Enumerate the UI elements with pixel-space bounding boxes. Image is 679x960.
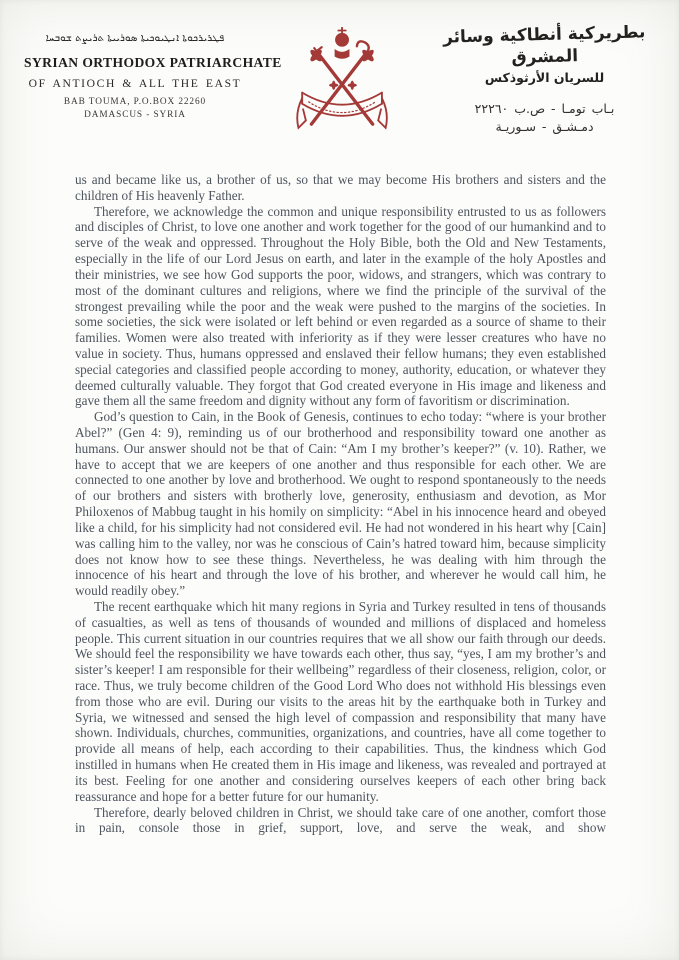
address-line-ar-2: دمـشـق - سـوريـة: [495, 119, 594, 134]
organization-name: SYRIAN ORTHODOX PATRIARCHATE: [24, 55, 282, 70]
paragraph-cain-abel: God’s question to Cain, in the Book of Genesis, continues to echo today: “where is your brother Abel?” (Gen 4: 9), reminding us of our brotherhood and responsibility toward one another as humans. Our answer should not be that of Cain: “Am I my brother’s keeper?” (v. 10). Rather, we have to accept that we are keepers of one another and thus responsible for each other. We are connected to one another by love and brotherhood. We ought to respond spontaneously to the needs of our brothers and sisters with brotherly love, generosity, enthusiasm and devotion, as Mor Philoxenos of Mabbug taught in his homily on simplicity: “Abel in his innocence heard and obeyed like a child, for his simplicity had not considered evil. He had not wondered in his heart why [Cain] was calling him to the valley, nor was he conscious of Cain’s hatred toward him, because simplicity does not know how to see these things. Nevertheless, he was dealing with him through the innocence of his heart and through the love of his brother, and wherever he would call him, he would readily obey.”: [75, 409, 606, 599]
letter-body: [75, 172, 606, 836]
address-line-en-1: BAB TOUMA, P.O.BOX 22260: [63, 97, 207, 107]
address-line-en-2: DAMASCUS - SYRIA: [84, 110, 186, 120]
letterhead: [0, 0, 679, 160]
arabic-calligraphy-subtitle: للسريان الأرثوذكس: [484, 70, 605, 85]
paragraph-earthquake: The recent earthquake which hit many regions in Syria and Turkey resulted in tens of thousands of casualties, as well as tens of thousands of wounded and millions of displaced and homeless people. This current situation in our countries requires that we all show our faith through our deeds. We should feel the responsibility we have towards each other, thus say, “yes, I am my brother’s and sister’s keeper! I am responsible for their wellbeing” regardless of their closeness, religion, color, or race. Thus, we truly become children of the Good Lord Who does not withhold His blessings even from those who are evil. During our visits to the areas hit by the earthquake both in Turkey and Syria, we witnessed and sensed the high level of compassion and responsibility that many have shown. Individuals, churches, communities, organizations, and countries, have all come together to provide all means of help, each according to their capabilities. Thus, the kindness which God instilled in humans when He created them in His image and likeness, was revealed and portrayed at its best. Feeling for one another and considering ourselves keepers of each other bring back reassurance and hope for a better future for our humanity.: [75, 598, 606, 804]
letterhead-left-block: [24, 31, 282, 123]
syriac-title: ܦܛܪܝܪܟܘܬܐ ܐܢܛܝܘܟܝܬܐ ܣܘܪܝܝܬܐ ܬܪܝܨܬ ܫܘܒܚܐ: [45, 31, 225, 44]
letterhead-right-block: [432, 24, 657, 136]
organization-subtitle: OF ANTIOCH & ALL THE EAST: [28, 77, 242, 90]
arabic-calligraphy-title: بطريركية أنطاكية وسائر المشرق: [442, 22, 646, 68]
patriarchate-crest-icon: [291, 27, 393, 149]
paragraph-continuation: us and became like us, a brother of us, so that we may become His brothers and sisters and the children of His heavenly Father.: [75, 172, 606, 203]
address-line-ar-1: بـاب تومـا - ص.ب ٢٢٢٦٠: [474, 101, 615, 116]
paragraph-responsibility: Therefore, we acknowledge the common and unique responsibility entrusted to us as followers and disciples of Christ, to love one another and work together for the good of our humankind and to serve of the weak and oppressed. Throughout the Holy Bible, both the Old and New Testaments, especially in the life of our Lord Jesus on earth, and later in the example of the holy Apostles and their ministries, we see how God supports the poor, widows, and strangers, which was contrary to most of the dominant cultures and religions, where we find the principle of the survival of the strongest prevailing while the poor and the weak were pushed to the margins of the societies. In some societies, the sick were isolated or left behind or even regarded as a source of shame to their families. Women were also treated with inferiority as if they were lesser creatures who have no value in society. Thus, humans oppressed and enslaved their fellow humans; they even established special categories and classified people according to money, authority, education, or whatever they deemed culturally valuable. They forgot that God created everyone in His image and likeness and gave them all the same freedom and dignity without any form of favoritism or discrimination.: [75, 203, 606, 409]
paragraph-exhortation: Therefore, dearly beloved children in Christ, we should take care of one another, comfort those in pain, console those in grief, support, love, and serve the weak, and show: [75, 804, 606, 836]
